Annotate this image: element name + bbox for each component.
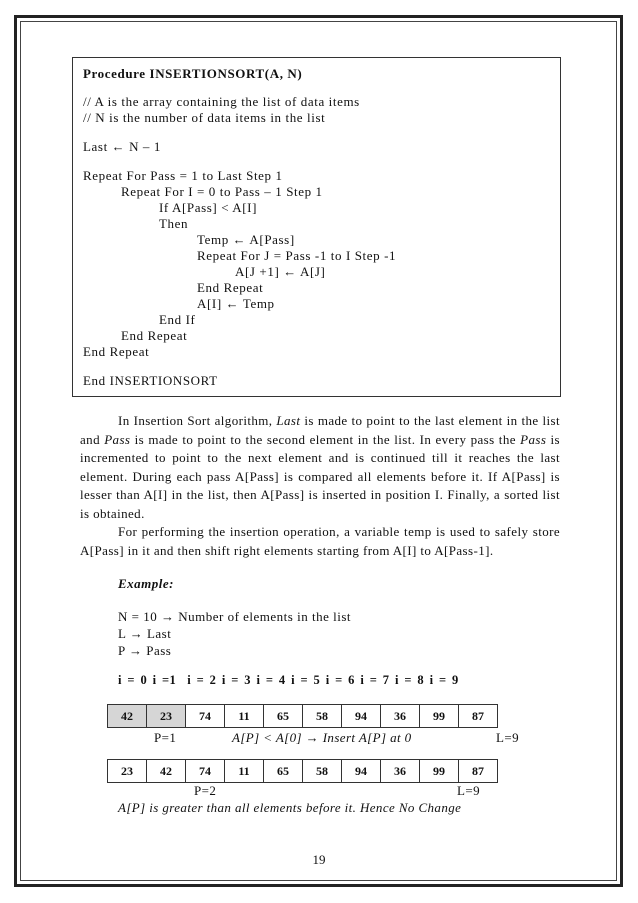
array-cell: 87	[459, 705, 498, 728]
code-line: If A[Pass] < A[I]	[159, 200, 258, 215]
index-row: i = 0 i =1 i = 2 i = 3 i = 4 i = 5 i = 6 i = 7 i = 8 i = 9	[118, 673, 459, 687]
temp-paragraph: For performing the insertion operation, a variable temp is used to safely store A[Pass] in it and then shift right elements starting from A[I] to A[Pass-1].	[80, 524, 560, 558]
comment-line: // N is the number of data items in the list	[83, 110, 326, 125]
array-cell: 74	[186, 760, 225, 783]
array-cell: 58	[303, 760, 342, 783]
array-cell: 99	[420, 705, 459, 728]
text-span: Pass	[520, 431, 547, 447]
text-span: is made to point to the last element in the list and	[80, 413, 561, 447]
pass-label: P=2	[194, 783, 217, 798]
array-cell: 65	[264, 705, 303, 728]
procedure-title: Procedure INSERTIONSORT(A, N)	[83, 66, 303, 81]
array-table-pass1	[107, 704, 498, 728]
array-cell: 42	[147, 760, 186, 783]
array-cell: 36	[381, 760, 420, 783]
text-span: Pass	[104, 431, 131, 447]
array-cell: 87	[459, 760, 498, 783]
table-row	[108, 705, 498, 728]
text-span: Last	[276, 413, 301, 428]
array-cell: 58	[303, 705, 342, 728]
code-line: End Repeat	[197, 280, 264, 295]
array-cell: 23	[147, 705, 186, 728]
array-cell: 65	[264, 760, 303, 783]
pseudocode-box	[72, 57, 561, 397]
last-label: L=9	[457, 783, 480, 798]
array-table-pass2	[107, 759, 498, 783]
example-heading: Example:	[118, 576, 174, 591]
code-line: Then	[159, 216, 189, 231]
array-cell: 74	[186, 705, 225, 728]
code-line: End Repeat	[83, 344, 150, 359]
page-number: 19	[312, 852, 326, 867]
code-line: Repeat For J = Pass -1 to I Step -1	[197, 248, 397, 263]
code-line: A[I] ← Temp	[197, 296, 275, 311]
code-line: Repeat For Pass = 1 to Last Step 1	[83, 168, 283, 183]
array-cell: 11	[225, 705, 264, 728]
code-line: End If	[159, 312, 196, 327]
code-line: Last ← N – 1	[83, 139, 161, 154]
array-cell: 42	[108, 705, 147, 728]
pass-label: P=1	[154, 730, 177, 745]
example-line: L → Last	[118, 626, 172, 641]
code-line: End INSERTIONSORT	[83, 373, 218, 388]
table-row	[108, 760, 498, 783]
code-line: Temp ← A[Pass]	[197, 232, 295, 247]
array-cell: 94	[342, 705, 381, 728]
comment-line: // A is the array containing the list of data items	[83, 94, 360, 109]
code-line: End Repeat	[121, 328, 188, 343]
array-cell: 23	[108, 760, 147, 783]
array-cell: 99	[420, 760, 459, 783]
array-cell: 94	[342, 760, 381, 783]
step-note: A[P] < A[0] → Insert A[P] at 0	[232, 730, 412, 745]
example-line: N = 10 → Number of elements in the list	[118, 609, 351, 624]
explanation-paragraph	[80, 412, 560, 560]
step-note: A[P] is greater than all elements before it. Hence No Change	[118, 800, 462, 815]
last-label: L=9	[496, 730, 519, 745]
array-cell: 11	[225, 760, 264, 783]
code-line: A[J +1] ← A[J]	[235, 264, 326, 279]
text-span: In Insertion Sort algorithm,	[118, 413, 277, 428]
example-line: P → Pass	[118, 643, 172, 658]
code-line: Repeat For I = 0 to Pass – 1 Step 1	[121, 184, 323, 199]
text-span: is incremented to point to the next element and is continued till it reaches the last element. During each pass A[Pass] is compared all elements before it. If A[Pass] is lesser than A[I] in the list, then A[Pass] is inserted in position I. Finally, a sorted list is obtained.	[80, 431, 561, 521]
text-span: is made to point to the second element in the list. In every pass the	[130, 431, 521, 447]
array-cell: 36	[381, 705, 420, 728]
